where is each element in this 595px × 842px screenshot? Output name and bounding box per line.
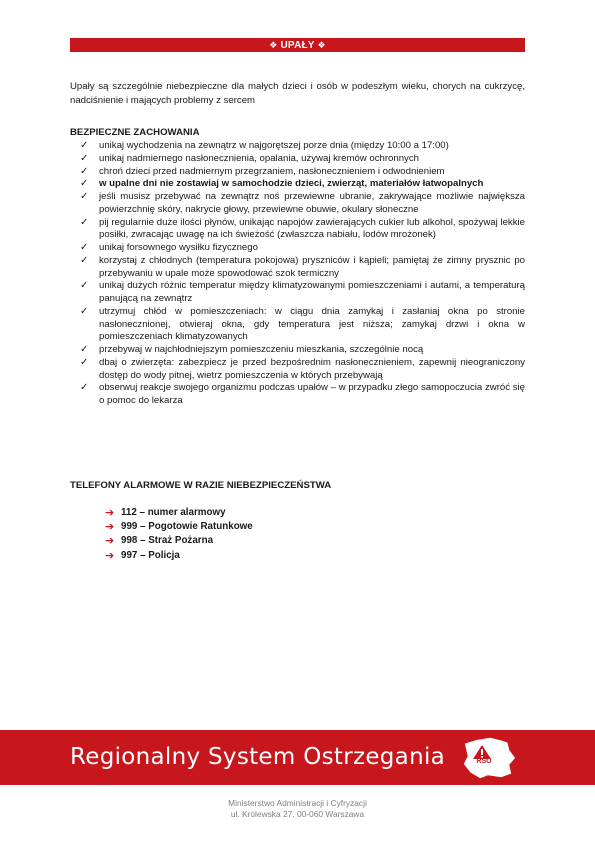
checkmark-icon: ✓ xyxy=(80,152,89,164)
list-item-text: w upalne dni nie zostawiaj w samochodzie dzieci, zwierząt, materiałów łatwopalnych xyxy=(99,178,484,190)
list-item-text: unikaj wychodzenia na zewnątrz w najgorętszej porze dnia (między 10:00 a 17:00) xyxy=(99,140,449,151)
checkmark-icon: ✓ xyxy=(80,344,89,355)
list-item-text: unikaj forsownego wysiłku fizycznego xyxy=(99,242,258,253)
checkmark-icon: ✓ xyxy=(80,280,89,292)
list-item xyxy=(80,140,525,153)
list-item xyxy=(80,382,525,408)
emergency-phones-list xyxy=(105,506,253,563)
checkmark-icon: ✓ xyxy=(80,140,89,151)
list-item-text: jeśli musisz przebywać na zewnątrz noś przewiewne ubranie, zakrywające możliwie największa powierzchnię skóry, nakrycie głowy, przewiewne obuwie, okulary słoneczne xyxy=(99,191,525,215)
address-line: Ministerstwo Administracji i Cyfryzacji xyxy=(228,798,367,808)
checkmark-icon: ✓ xyxy=(80,242,89,253)
checkmark-icon: ✓ xyxy=(80,165,89,177)
list-item xyxy=(80,344,525,357)
diamond-ornament-icon: ❖ xyxy=(269,40,278,50)
list-item xyxy=(80,191,525,217)
phone-item-text: 998 – Straż Pożarna xyxy=(121,535,214,547)
phone-item xyxy=(105,534,253,548)
phone-item xyxy=(105,549,253,563)
list-item-text: utrzymuj chłód w pomieszczeniach: w ciągu dnia zamykaj i zasłaniaj okna po stronie nasłonecznionej, otwieraj okna, gdy temperatura jest niższa; zamykaj drzwi i okna w pomieszczeniach klimatyzowanych xyxy=(99,305,525,343)
safe-behaviour-list xyxy=(80,140,525,408)
phone-item xyxy=(105,506,253,520)
list-item-text: pij regularnie duże ilości płynów, unikając napojów zawierających cukier lub alkohol, spożywaj lekkie posiłki, zwracając uwagę na ich świeżość (zwłaszcza nabiału, lodów mrożonek) xyxy=(99,216,525,241)
list-item-text: unikaj dużych różnic temperatur między klimatyzowanymi pomieszczeniami i autami, a temperaturą panującą na zewnątrz xyxy=(99,280,525,304)
list-item-text: unikaj nadmiernego nasłonecznienia, opalania, używaj kremów ochronnych xyxy=(99,152,419,164)
list-item-text: korzystaj z chłodnych (temperatura pokojowa) pryszniców i kąpieli; pamiętaj że zimny prysznic po przebywaniu w upale może spowodować szok termiczny xyxy=(99,254,525,279)
footer-band xyxy=(0,730,595,785)
checkmark-icon: ✓ xyxy=(80,178,89,190)
safe-behaviour-heading: BEZPIECZNE ZACHOWANIA xyxy=(70,127,200,138)
phone-item xyxy=(105,520,253,534)
arrow-right-icon: ➔ xyxy=(105,507,115,519)
checkmark-icon: ✓ xyxy=(80,191,89,202)
phone-item-text: 997 – Policja xyxy=(121,549,180,561)
list-item xyxy=(80,178,525,191)
list-item xyxy=(80,255,525,281)
list-item xyxy=(80,242,525,255)
section-title-bar xyxy=(70,38,525,52)
list-item xyxy=(80,153,525,166)
arrow-right-icon: ➔ xyxy=(105,521,115,534)
footer-title: Regionalny System Ostrzegania xyxy=(70,744,446,770)
phone-item-text: 999 – Pogotowie Ratunkowe xyxy=(121,521,253,533)
checkmark-icon: ✓ xyxy=(80,305,89,317)
footer-address xyxy=(0,798,595,820)
list-item-text: chroń dzieci przed nadmiernym przegrzaniem, nasłonecznieniem i odwodnieniem xyxy=(99,165,445,177)
arrow-right-icon: ➔ xyxy=(105,549,115,562)
checkmark-icon: ✓ xyxy=(80,382,89,394)
list-item xyxy=(80,217,525,243)
emergency-phones-heading: TELEFONY ALARMOWE W RAZIE NIEBEZPIECZEŃSTWA xyxy=(70,480,332,491)
logo-text: RSO xyxy=(476,758,492,765)
intro-paragraph: Upały są szczególnie niebezpieczne dla małych dzieci i osób w podeszłym wieku, chorych na cukrzycę, nadciśnienie i mających problemy z sercem xyxy=(70,81,525,106)
list-item xyxy=(80,280,525,306)
phone-item-text: 112 – numer alarmowy xyxy=(121,507,226,518)
list-item-text: obserwuj reakcje swojego organizmu podczas upałów – w przypadku złego samopoczucia zwróć się o pomoc do lekarza xyxy=(99,382,525,406)
address-line: ul. Królewska 27, 00-060 Warszawa xyxy=(230,809,365,819)
checkmark-icon: ✓ xyxy=(80,216,89,228)
page-title: UPAŁY xyxy=(280,40,315,51)
diamond-ornament-icon: ❖ xyxy=(317,40,326,50)
checkmark-icon: ✓ xyxy=(80,254,89,266)
list-item-text: przebywaj w najchłodniejszym pomieszczeniu mieszkania, szczególnie nocą xyxy=(99,344,424,355)
list-item xyxy=(80,357,525,383)
arrow-right-icon: ➔ xyxy=(105,535,115,548)
checkmark-icon: ✓ xyxy=(80,356,89,368)
list-item-text: dbaj o zwierzęta: zabezpiecz je przed bezpośrednim nasłonecznieniem, zapewnij nieograniczony dostęp do wody pitnej, wietrz pomieszczenia w których przebywają xyxy=(99,356,525,381)
list-item xyxy=(80,306,525,344)
list-item xyxy=(80,166,525,179)
